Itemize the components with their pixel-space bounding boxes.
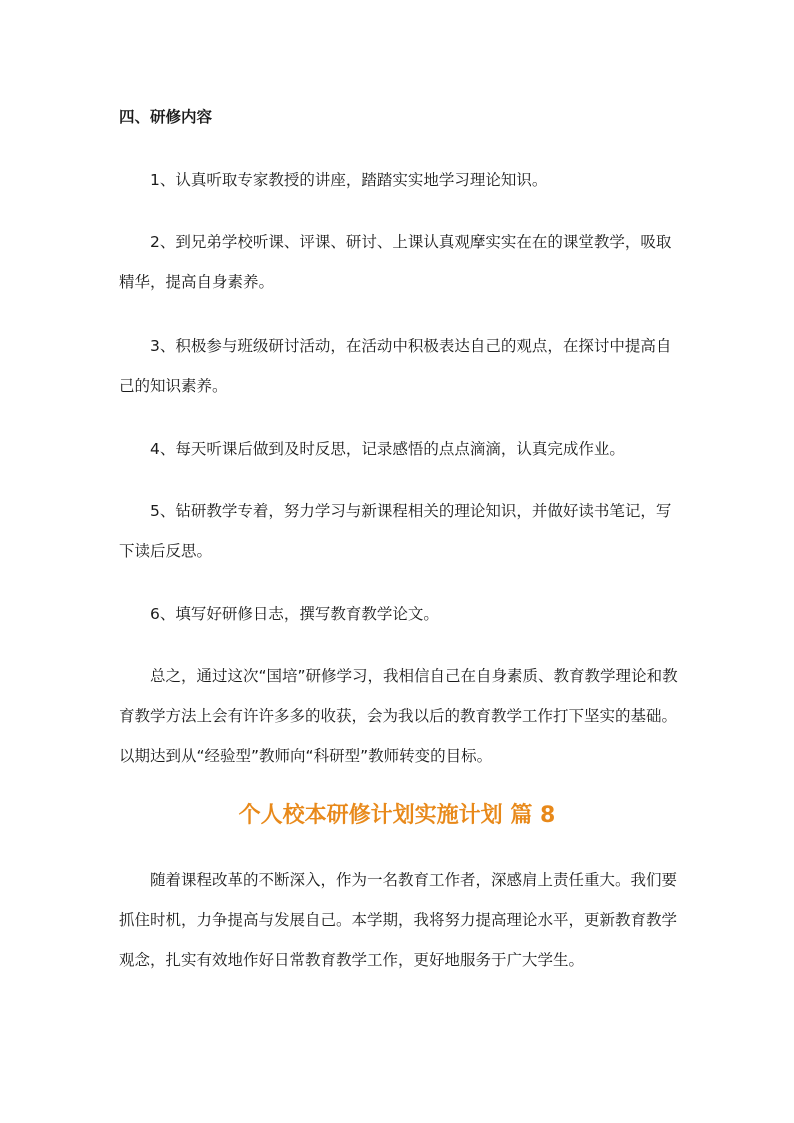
- list-item-5: 5、钻研教学专着，努力学习与新课程相关的理论知识，并做好读书笔记，写下读后反思。: [119, 502, 672, 560]
- conclusion-paragraph: 总之，通过这次“国培”研修学习，我相信自己在自身素质、教育教学理论和教育教学方法上会有许许多多的收获，会为我以后的教育教学工作打下坚实的基础。以期达到从“经验型”教师向“科研型”教师转变的目标。: [119, 667, 678, 765]
- list-item-1: 1、认真听取专家教授的讲座，踏踏实实地学习理论知识。: [119, 171, 548, 189]
- next-section-heading: 个人校本研修计划实施计划 篇 8: [238, 803, 556, 828]
- list-item-2: 2、到兄弟学校听课、评课、研讨、上课认真观摩实实在在的课堂教学，吸取精华，提高自身素养。: [119, 233, 672, 291]
- list-item-4: 4、每天听课后做到及时反思，记录感悟的点点滴滴，认真完成作业。: [119, 440, 625, 458]
- list-item-3: 3、积极参与班级研讨活动，在活动中积极表达自己的观点，在探讨中提高自己的知识素养。: [119, 337, 672, 395]
- section-title: 四、研修内容: [119, 108, 213, 126]
- intro-paragraph: 随着课程改革的不断深入，作为一名教育工作者，深感肩上责任重大。我们要抓住时机，力争提高与发展自己。本学期，我将努力提高理论水平，更新教育教学观念，扎实有效地作好日常教育教学工作，更好地服务于广大学生。: [119, 871, 678, 969]
- list-item-6: 6、填写好研修日志，撰写教育教学论文。: [119, 605, 439, 623]
